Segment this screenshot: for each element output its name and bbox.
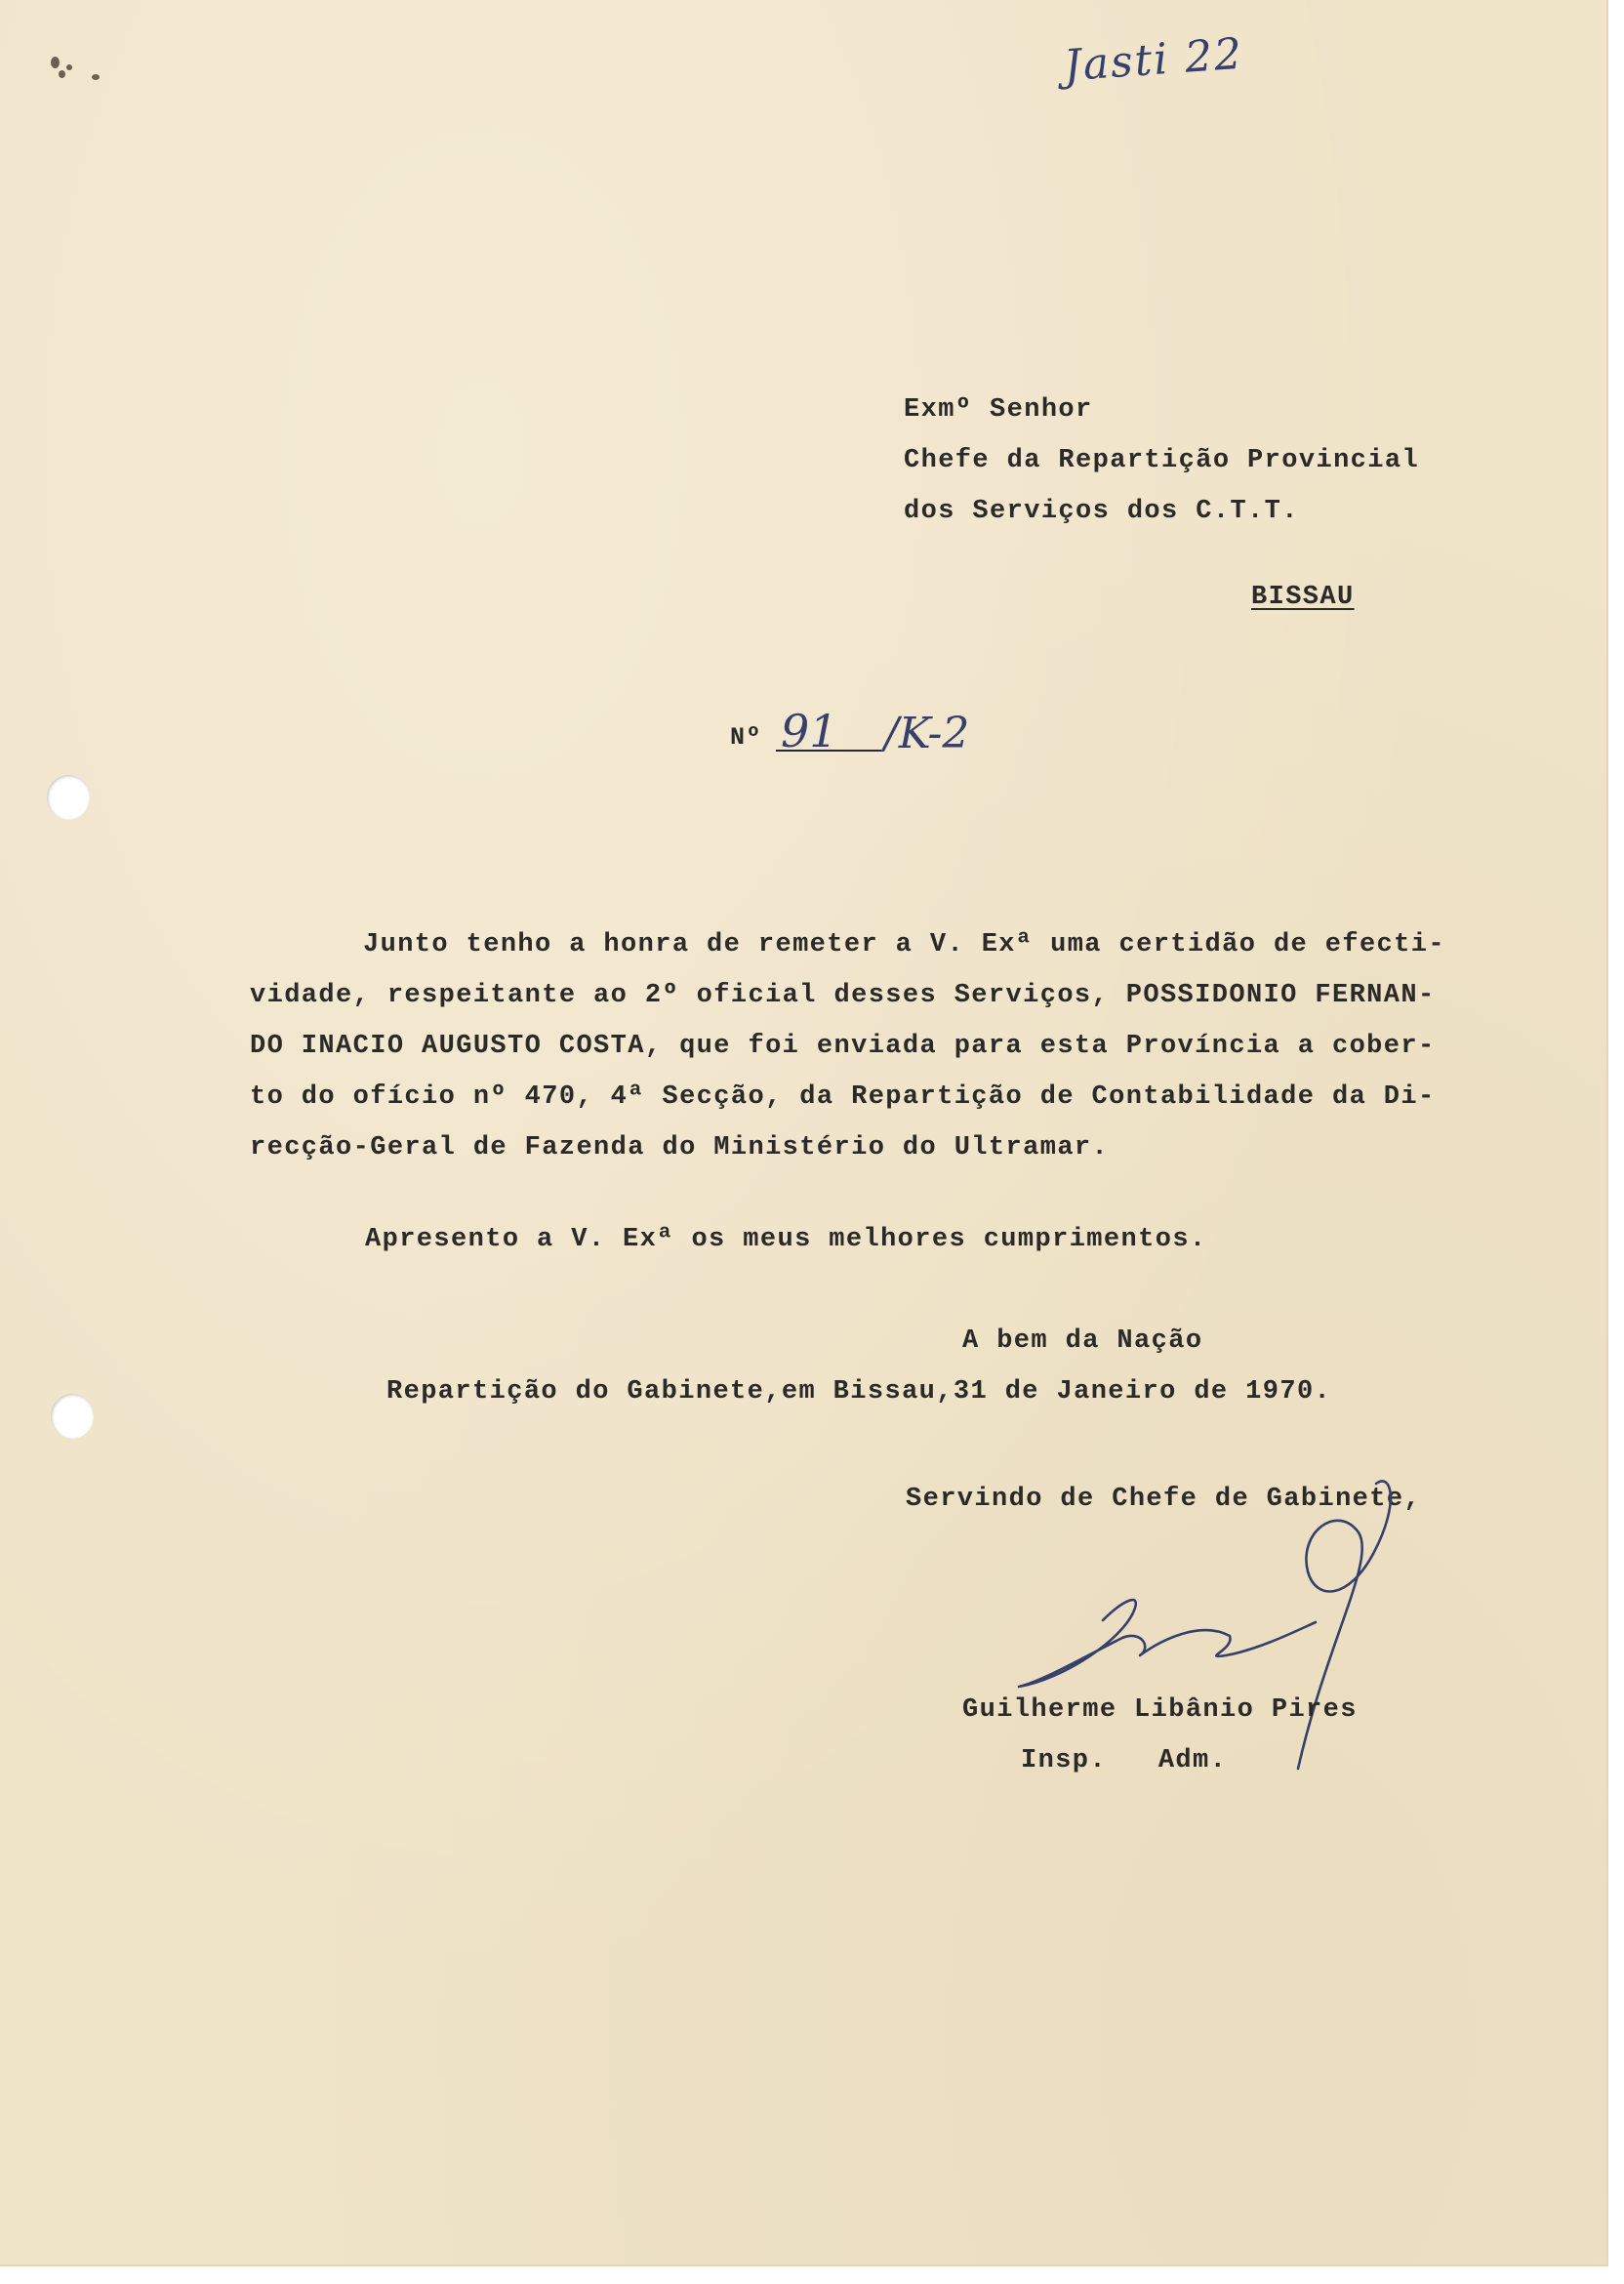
reference-label: Nº [730, 723, 762, 752]
signature-role: Servindo de Chefe de Gabinete, [906, 1485, 1422, 1514]
body-line: vidade, respeitante ao 2º oficial desses Serviços, POSSIDONIO FERNAN- [250, 981, 1436, 1010]
addressee-city: BISSAU [1251, 583, 1355, 612]
reference-underline [776, 750, 881, 752]
reference-number-handwritten: 91 [781, 705, 838, 757]
reference-suffix-handwritten: /K-2 [884, 709, 970, 758]
body-line: recção-Geral de Fazenda do Ministério do Ultramar. [250, 1133, 1110, 1162]
paper-mark [51, 57, 60, 68]
greeting-line: Apresento a V. Exª os meus melhores cumprimentos. [365, 1225, 1207, 1254]
addressee-line-3: dos Serviços dos C.T.T. [904, 497, 1299, 526]
paper-mark [92, 74, 100, 80]
body-line: Junto tenho a honra de remeter a V. Exª uma certidão de efecti- [363, 930, 1445, 959]
addressee-line-1: Exmº Senhor [904, 395, 1093, 425]
signatory-name: Guilherme Libânio Pires [962, 1695, 1358, 1725]
punch-hole-top [47, 775, 90, 820]
punch-hole-bottom [51, 1394, 94, 1439]
paper-mark [66, 64, 72, 70]
place-date-line: Repartição do Gabinete,em Bissau,31 de Janeiro de 1970. [386, 1377, 1332, 1407]
addressee-line-2: Chefe da Repartição Provincial [904, 446, 1420, 475]
letter-body [250, 919, 1583, 1173]
closing-line: A bem da Nação [962, 1326, 1203, 1356]
body-line: DO INACIO AUGUSTO COSTA, que foi enviada para esta Província a cober- [250, 1032, 1436, 1061]
handwritten-note: Jasti 22 [1062, 28, 1245, 92]
paper-mark [59, 70, 65, 78]
body-line: to do ofício nº 470, 4ª Secção, da Repartição de Contabilidade da Di- [250, 1082, 1436, 1112]
signatory-title: Insp. Adm. [1021, 1746, 1228, 1775]
